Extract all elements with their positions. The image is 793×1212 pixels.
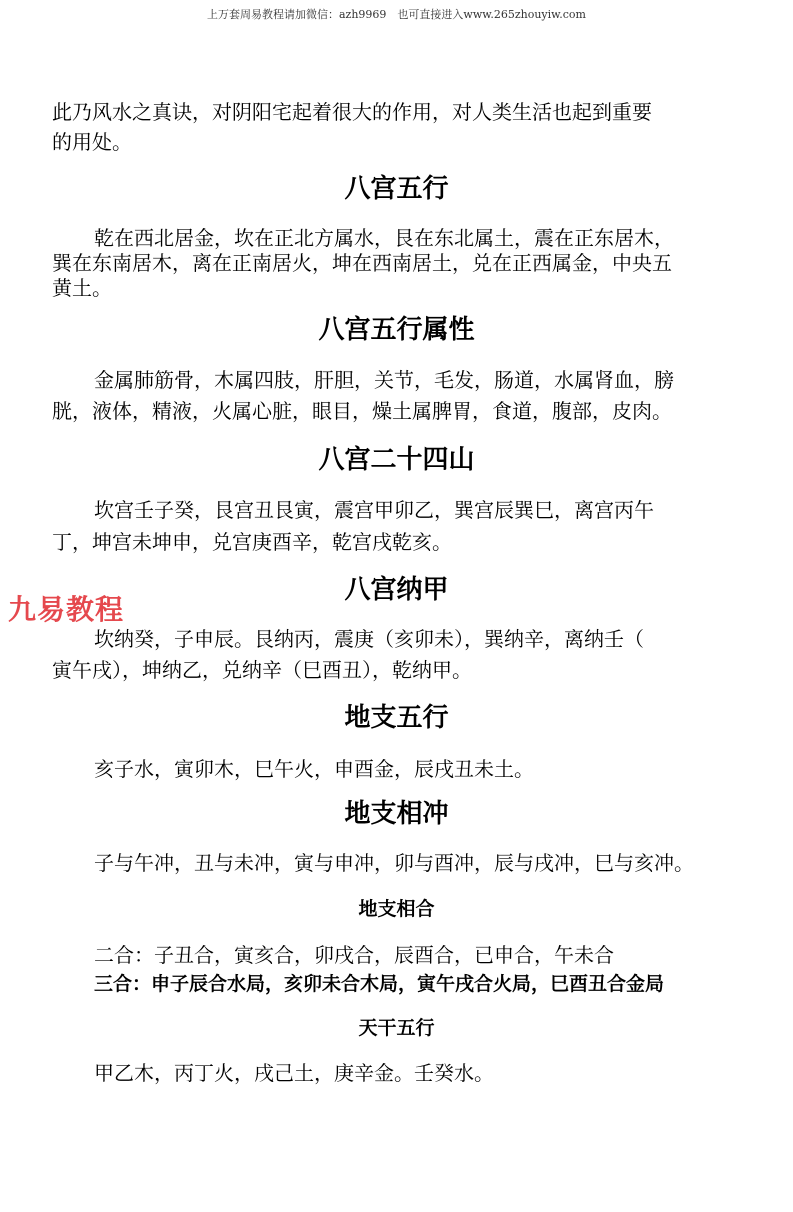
section-title-dizhi-xianghe: 地支相合 [358, 898, 435, 920]
paragraph-line: 巽在东南居木，离在正南居火，坤在西南居土，兑在正西属金，中央五 [52, 251, 672, 275]
intro-line-2: 的用处。 [52, 130, 132, 154]
section-title-bagong-ershisishan: 八宫二十四山 [318, 445, 475, 475]
section-title-bagong-wuxing-shuxing: 八宫五行属性 [318, 315, 475, 345]
paragraph-line: 甲乙木，丙丁火，戌己土，庚辛金。壬癸水。 [94, 1061, 494, 1085]
paragraph-line: 金属肺筋骨，木属四肢，肝胆，关节，毛发，肠道，水属肾血，膀 [94, 368, 674, 392]
paragraph-line: 坎纳癸，子申辰。艮纳丙，震庚（亥卯未），巽纳辛，离纳壬（ [94, 627, 644, 651]
paragraph-line-bold: 三合：申子辰合水局，亥卯未合木局，寅午戌合火局，巳酉丑合金局 [94, 973, 665, 995]
section-title-bagong-najia: 八宫纳甲 [344, 575, 449, 605]
section-title-tiangan-wuxing: 天干五行 [358, 1017, 435, 1039]
paragraph-line: 子与午冲，丑与未冲，寅与申冲，卯与酉冲，辰与戌冲，巳与亥冲。 [94, 851, 694, 875]
section-title-bagong-wuxing: 八宫五行 [344, 174, 449, 204]
paragraph-line: 坎宫壬子癸，艮宫丑艮寅，震宫甲卯乙，巽宫辰巽巳，离宫丙午 [94, 498, 654, 522]
paragraph-line: 黄土。 [52, 276, 112, 300]
paragraph-line: 丁，坤宫未坤申，兑宫庚酉辛，乾宫戌乾亥。 [52, 530, 452, 554]
paragraph-line: 寅午戌），坤纳乙，兑纳辛（巳酉丑），乾纳甲。 [52, 658, 472, 682]
header-note: 上万套周易教程请加微信：azh9969 也可直接进入www.265zhouyiw.com [206, 8, 586, 21]
paragraph-line: 二合：子丑合，寅亥合，卯戌合，辰酉合，已申合，午未合 [94, 943, 614, 967]
paragraph-line: 胱，液体，精液，火属心脏，眼目，燥土属脾胃，食道，腹部，皮肉。 [52, 399, 672, 423]
paragraph-line: 亥子水，寅卯木，巳午火，申酉金，辰戌丑未土。 [94, 757, 534, 781]
intro-line-1: 此乃风水之真诀，对阴阳宅起着很大的作用，对人类生活也起到重要 [52, 100, 652, 124]
section-title-dizhi-xiangchong: 地支相冲 [344, 799, 449, 829]
paragraph-line: 乾在西北居金，坎在正北方属水，艮在东北属土，震在正东居木， [94, 226, 674, 250]
section-title-dizhi-wuxing: 地支五行 [344, 703, 449, 733]
watermark-logo: 九易教程 [8, 593, 125, 626]
